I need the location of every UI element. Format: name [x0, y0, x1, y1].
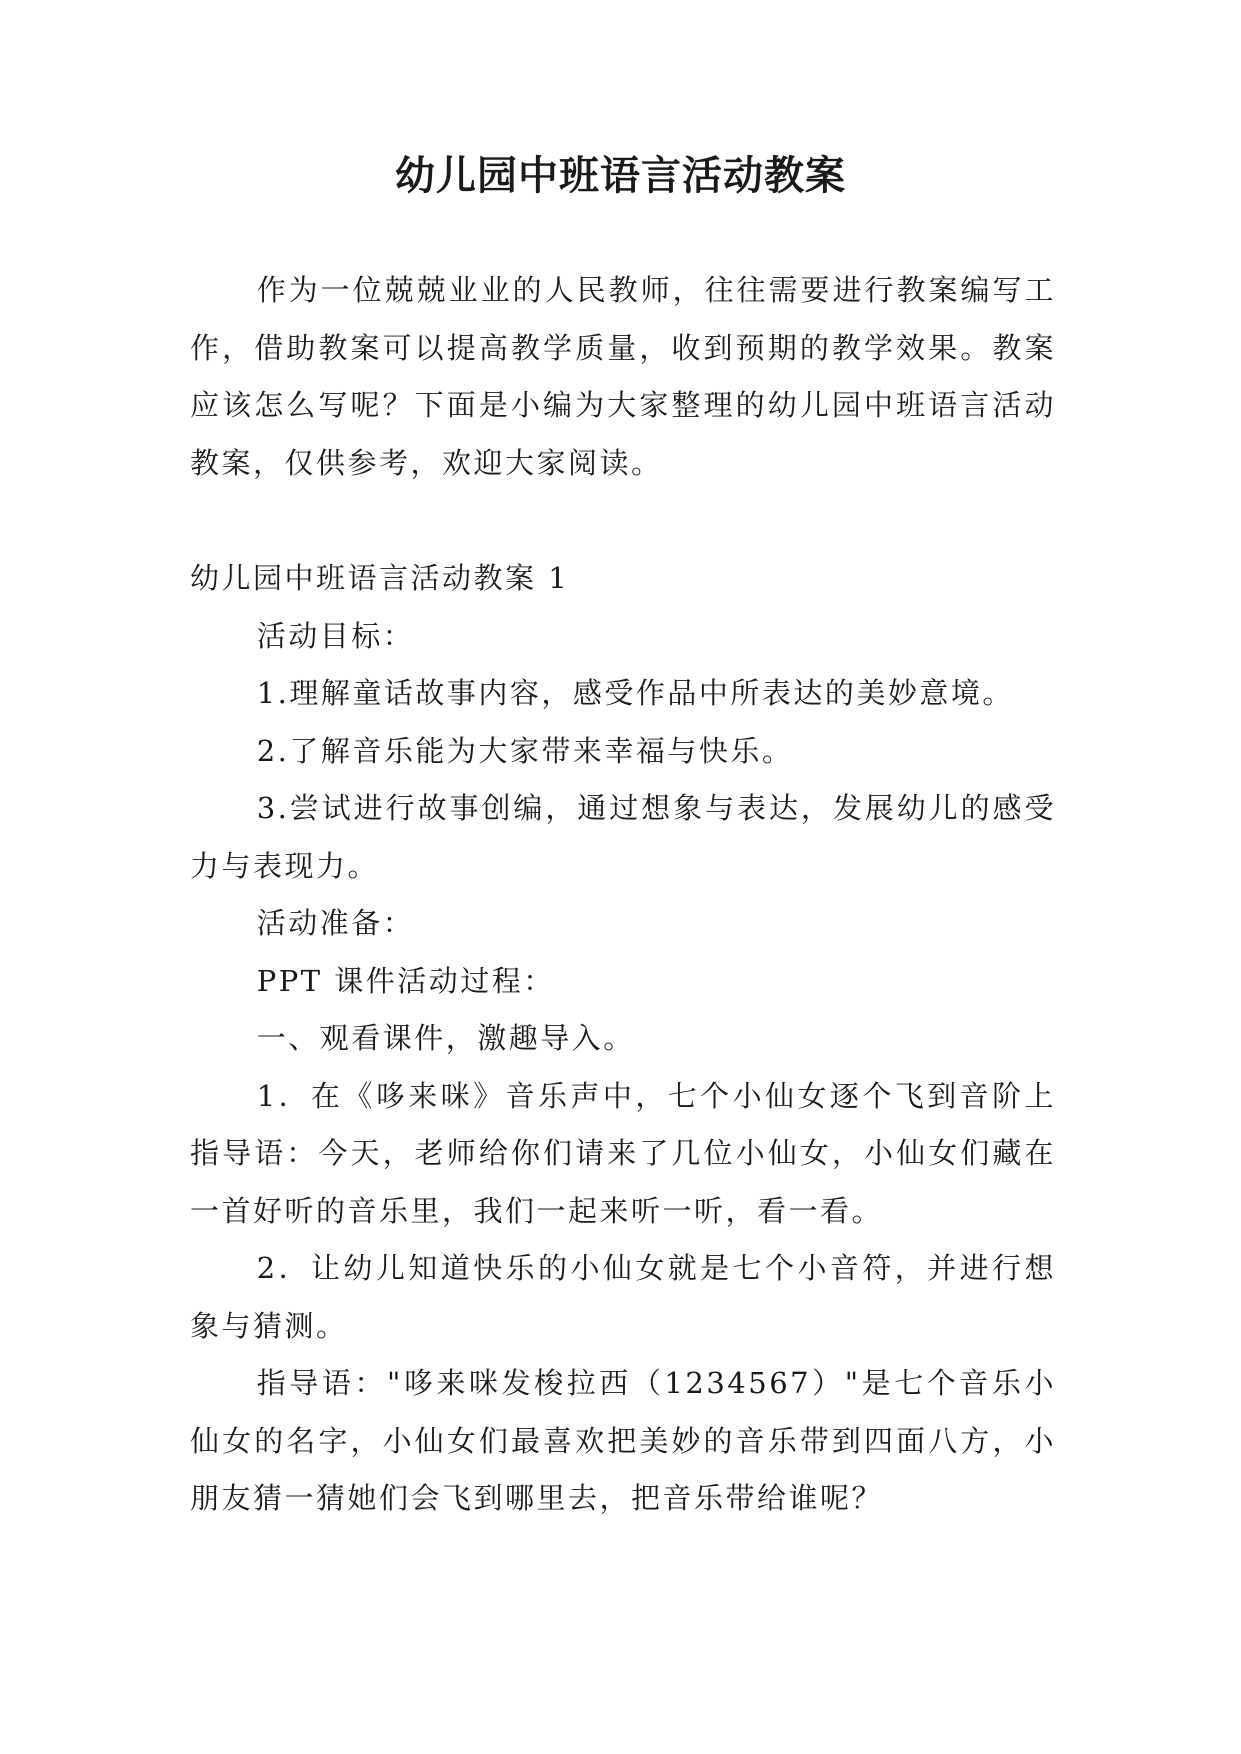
body-paragraph: 1.理解童话故事内容，感受作品中所表达的美妙意境。 [256, 676, 1014, 710]
body-paragraph: PPT 课件活动过程： [256, 963, 555, 998]
body-paragraph: 2.了解音乐能为大家带来幸福与快乐。 [256, 733, 794, 768]
body-paragraph: 活动目标： [256, 618, 415, 653]
paragraph-spacer [190, 492, 1056, 550]
body-paragraph: 一、观看课件，激趣导入。 [256, 1021, 635, 1055]
body-paragraph: 3.尝试进行故事创编，通过想象与表达，发展幼儿的感受力与表现力。 [190, 791, 1056, 883]
document-body [190, 262, 1056, 1528]
body-paragraph: 2．让幼儿知道快乐的小仙女就是七个小音符，并进行想象与猜测。 [190, 1251, 1056, 1343]
section-heading: 幼儿园中班语言活动教案 1 [190, 561, 570, 595]
document-title: 幼儿园中班语言活动教案 [395, 153, 846, 199]
body-paragraph: 1．在《哆来咪》音乐声中，七个小仙女逐个飞到音阶上指导语：今天，老师给你们请来了几位小仙女，小仙女们藏在一首好听的音乐里，我们一起来听一听，看一看。 [190, 1078, 1056, 1228]
body-paragraph: 活动准备： [256, 906, 415, 940]
intro-paragraph: 作为一位兢兢业业的人民教师，往往需要进行教案编写工作，借助教案可以提高教学质量，收到预期的教学效果。教案应该怎么写呢？下面是小编为大家整理的幼儿园中班语言活动教案，仅供参考，欢迎大家阅读。 [190, 273, 1056, 480]
body-paragraph: 指导语："哆来咪发梭拉西（1234567）"是七个音乐小仙女的名字，小仙女们最喜欢把美妙的音乐带到四面八方，小朋友猜一猜她们会飞到哪里去，把音乐带给谁呢？ [190, 1366, 1056, 1515]
